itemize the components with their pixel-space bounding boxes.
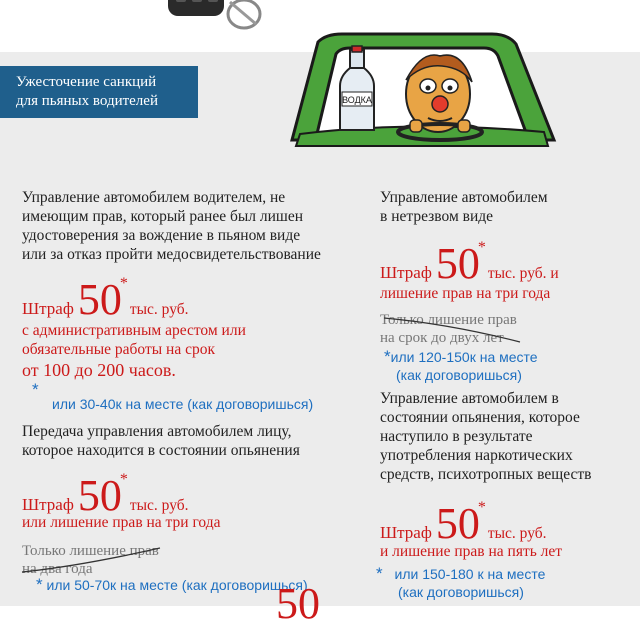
strikethrough-scribble <box>380 314 530 344</box>
right-penalty-1-text: лишение прав на три года <box>380 285 551 302</box>
right-penalty-2 <box>380 542 562 561</box>
left-fine-2 <box>22 471 189 520</box>
right-offense-2-line-2: состоянии опьянения, которое <box>380 409 580 426</box>
left-penalty-2 <box>22 513 220 532</box>
left-offense-1-line-2: имеющим прав, который ранее был лишен <box>22 208 304 225</box>
right-offense-2 <box>380 389 591 484</box>
fine-amount: 50 <box>276 579 320 628</box>
fine-asterisk: * <box>477 239 486 256</box>
left-offense-1 <box>22 188 321 264</box>
right-note-2 <box>376 565 545 601</box>
note-asterisk: * <box>32 380 39 399</box>
right-offense-2-line-4: употребления наркотических <box>380 447 573 464</box>
old-penalty-line-2: на срок до двух лет <box>380 330 504 346</box>
note-asterisk: * <box>376 564 383 583</box>
fine-unit: тыс. руб. и <box>487 265 559 282</box>
fine-asterisk: * <box>119 471 128 488</box>
fine-asterisk: * <box>119 275 128 292</box>
strikethrough-scribble <box>20 546 180 576</box>
fine-amount: 50 <box>77 275 122 324</box>
fine-unit: тыс. руб. <box>487 525 547 542</box>
car-keys-illustration <box>160 0 280 34</box>
note-asterisk: * <box>384 347 391 366</box>
fine-word: Штраф <box>380 523 432 542</box>
right-offense-2-line-5: средств, психотропных веществ <box>380 466 592 483</box>
note-text-line-1: или 150-180 к на месте <box>394 566 546 582</box>
note-text: или 50-70к на месте (как договоришься) <box>46 577 308 593</box>
left-offense-2-line-2: которое находится в состоянии опьянения <box>22 442 300 459</box>
right-offense-2-line-1: Управление автомобилем в <box>380 390 559 407</box>
left-offense-1-line-4: или за отказ пройти медосвидетельствование <box>22 246 321 263</box>
header-line-1: Ужесточение санкций <box>16 74 157 90</box>
bottle-label: ВОДКА <box>342 95 372 105</box>
fine-word: Штраф <box>380 263 432 282</box>
fine-amount: 50 <box>77 471 122 520</box>
left-offense-2-line-1: Передача управления автомобилем лицу, <box>22 423 292 440</box>
old-penalty-line-1: Только лишение прав <box>380 312 517 328</box>
left-note-1 <box>32 381 313 413</box>
left-penalty-2-text: или лишение прав на три года <box>22 514 221 531</box>
old-penalty-line-1: Только лишение прав <box>22 543 159 559</box>
left-fine-1 <box>22 275 189 324</box>
fine-asterisk: * <box>477 499 486 516</box>
right-fine-1 <box>380 239 559 288</box>
right-penalty-2-text: и лишение прав на пять лет <box>380 543 563 560</box>
left-cut-off-amount <box>276 579 320 628</box>
left-penalty-1-hours: от 100 до 200 часов. <box>22 360 176 380</box>
old-penalty-line-2: на два года <box>22 561 93 577</box>
left-penalty-1-line-2: обязательные работы на срок <box>22 341 215 358</box>
left-offense-2 <box>22 422 300 460</box>
fine-unit: тыс. руб. <box>129 497 189 514</box>
drunk-driver-car-illustration <box>272 20 562 150</box>
fine-amount: 50 <box>435 499 480 548</box>
fine-word: Штраф <box>22 299 74 318</box>
left-penalty-1-line-1: с административным арестом или <box>22 322 246 339</box>
note-asterisk: * <box>36 575 43 594</box>
left-note-2 <box>36 576 308 594</box>
right-penalty-1 <box>380 284 550 303</box>
header-line-2: для пьяных водителей <box>16 93 158 109</box>
fine-amount: 50 <box>435 239 480 288</box>
right-offense-1-line-1: Управление автомобилем <box>380 189 548 206</box>
right-offense-1 <box>380 188 548 226</box>
note-text-line-2: (как договоришься) <box>398 584 524 600</box>
right-fine-2 <box>380 499 547 548</box>
left-offense-1-line-3: удостоверения за вождение в пьяном виде <box>22 227 301 244</box>
note-text-line-1: или 120-150к на месте <box>390 349 538 365</box>
section-header-badge <box>0 66 198 118</box>
fine-word: Штраф <box>22 495 74 514</box>
note-text-line-2: (как договоришься) <box>396 367 522 383</box>
fine-unit: тыс. руб. <box>129 301 189 318</box>
left-penalty-1 <box>22 321 246 381</box>
right-note-1 <box>384 348 538 384</box>
left-offense-1-line-1: Управление автомобилем водителем, не <box>22 189 286 206</box>
right-offense-2-line-3: наступило в результате <box>380 428 533 445</box>
note-text: или 30-40к на месте (как договоришься) <box>52 396 314 412</box>
right-offense-1-line-2: в нетрезвом виде <box>380 208 494 225</box>
